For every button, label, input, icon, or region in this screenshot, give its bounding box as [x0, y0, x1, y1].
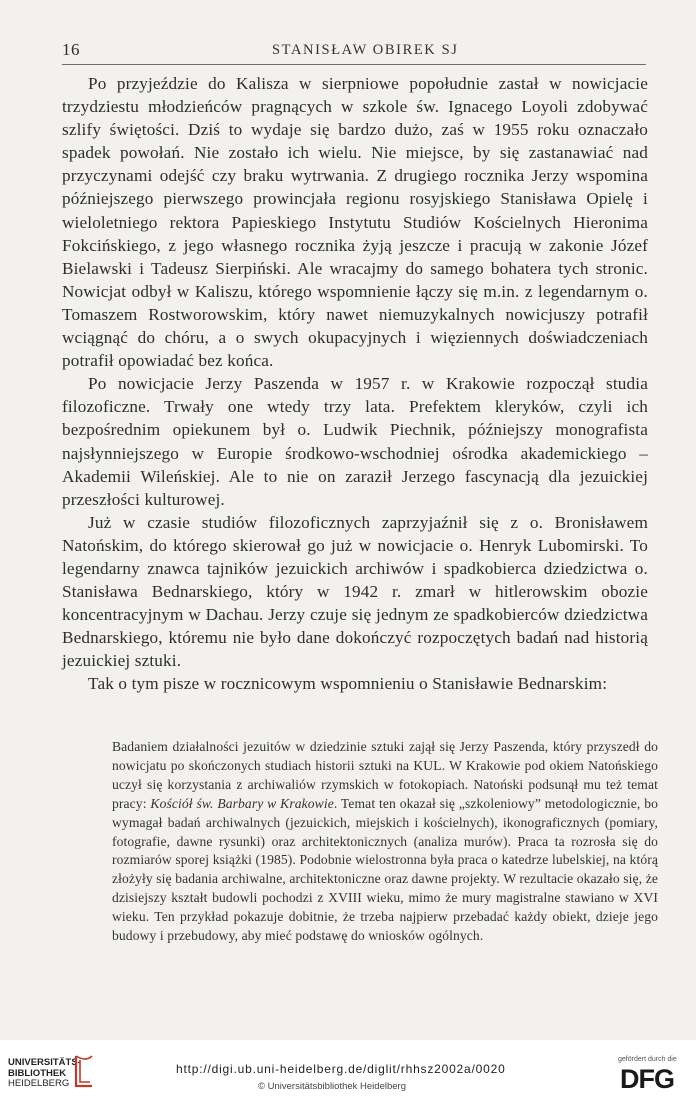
- quote-paragraph: [112, 738, 658, 946]
- quote-book-title: Kościół św. Barbary w Krakowie: [150, 795, 334, 811]
- quote-text-end: . Temat ten okazał się „szkoleniowy” metodologicznie, bo wymagał badań archiwalnych (jezuickich, miejskich i kościelnych), ikonograficznych (pomiary, fotografie, dawne rysunki) oraz architektonicznych (analiza murów). Praca ta rozrosła się do rozmiarów sporej książki (1985). Podobnie wielostronna była praca o katedrze lubelskiej, na którą złożyły się badania archiwalne, architektoniczne oraz dawne projekty. W rezultacie okazało się, że dzisiejszy kształt budowli pochodzi z XVIII wieku, mimo że mury magistralne stawiano w XVI wieku. Ten przykład pokazuje dobitnie, że trzeba najpierw przebadać każdy obiekt, dzieje jego budowy i przebudowy, aby mieć podstawę do wniosków ogólnych.: [112, 795, 658, 944]
- library-line: HEIDELBERG: [8, 1078, 70, 1089]
- paragraph: Po przyjeździe do Kalisza w sierpniowe popołudnie zastał w nowicjacie trzydziestu młodzieńców pragnących w szkole św. Ignacego Loyoli zdobywać szlify świętości. Dziś to wydaje się bardzo dużo, zaś w 1955 roku oznaczało spadek powołań. Nie zostało ich wielu. Nie miejsce, by się zastanawiać nad przyczynami odejść czy braku wytrwania. Z drugiego rocznika Jerzy wspomina późniejszego pierwszego prowincjała regionu rosyjskiego Stanisława Opielę i wieloletniego rektora Papieskiego Instytutu Studiów Kościelnych Hieronima Fokcińskiego, z jego własnego rocznika żyją jeszcze i pracują w zakonie Józef Bielawski i Tadeusz Sierpiński. Ale wracajmy do samego bohatera tych stronic. Nowicjat odbył w Kaliszu, którego wspomnienie łączy się m.in. z legendarnym o. Tomaszem Rostworowskim, który nawet niemuzykalnych nowicjuszy potrafił wciągnąć do chóru, a o swych okupacyjnych i więziennych doświadczeniach potrafił opowiadać bez końca.: [62, 74, 648, 371]
- library-line: UNIVERSITÄTS-: [8, 1057, 81, 1068]
- paragraph: Już w czasie studiów filozoficznych zaprzyjaźnił się z o. Bronisławem Natońskim, do którego skierował go już w nowicjacie o. Henryk Lubomirski. To legendarny znawca tajników jezuickich archiwów i spadkobierca dziedzictwa o. Stanisława Bednarskiego, który w 1942 r. zmarł w hitlerowskim obozie koncentracyjnym w Dachau. Jerzy czuje się jednym ze spadkobierców dziedzictwa Bednarskiego, któremu nie było dane dokończyć rozpoczętych badań nad historią jezuickiej sztuki.: [62, 512, 648, 671]
- page-number: 16: [62, 40, 80, 59]
- paragraph: Tak o tym pisze w rocznicowym wspomnieniu o Stanisławie Bednarskim:: [88, 674, 608, 694]
- dfg-logo: DFG: [620, 1064, 674, 1094]
- running-title: STANISŁAW OBIREK SJ: [272, 42, 459, 58]
- source-url-link[interactable]: http://digi.ub.uni-heidelberg.de/diglit/rhhsz2002a/0020: [176, 1062, 506, 1076]
- library-logo-icon: [72, 1054, 96, 1088]
- library-line: BIBLIOTHEK: [8, 1067, 67, 1079]
- quote-text-start: Badaniem działalności jezuitów w dziedzinie sztuki zajął się Jerzy Paszenda, który przyszedł do nowicjatu po skończonych studiach historii sztuki na KUL. W Krakowie pod okiem Natońskiego uczył się korzystania z archiwaliów rzymskich w fotokopiach. Natoński podsunął mu też temat pracy:: [112, 739, 658, 811]
- library-name: [8, 1058, 81, 1090]
- page-header: [62, 38, 646, 66]
- digitization-footer: [0, 1040, 696, 1102]
- block-quote: [112, 738, 658, 946]
- body-text: [62, 72, 648, 696]
- header-rule: [62, 64, 646, 65]
- funded-by-label: gefördert durch die: [618, 1056, 677, 1063]
- copyright-notice: © Universitätsbibliothek Heidelberg: [258, 1081, 406, 1092]
- paragraph: Po nowicjacie Jerzy Paszenda w 1957 r. w Krakowie rozpoczął studia filozoficzne. Trwały one wtedy trzy lata. Prefektem kleryków, czyli ich bezpośrednim opiekunem był o. Ludwik Piechnik, późniejszy monografista najsłynniejszego w Europie środkowo-wschodniej ośrodka akademickiego – Akademii Wileńskiej. Ale to nie on zaraził Jerzego fascynacją dla jezuickiej przeszłości kulturowej.: [62, 374, 648, 509]
